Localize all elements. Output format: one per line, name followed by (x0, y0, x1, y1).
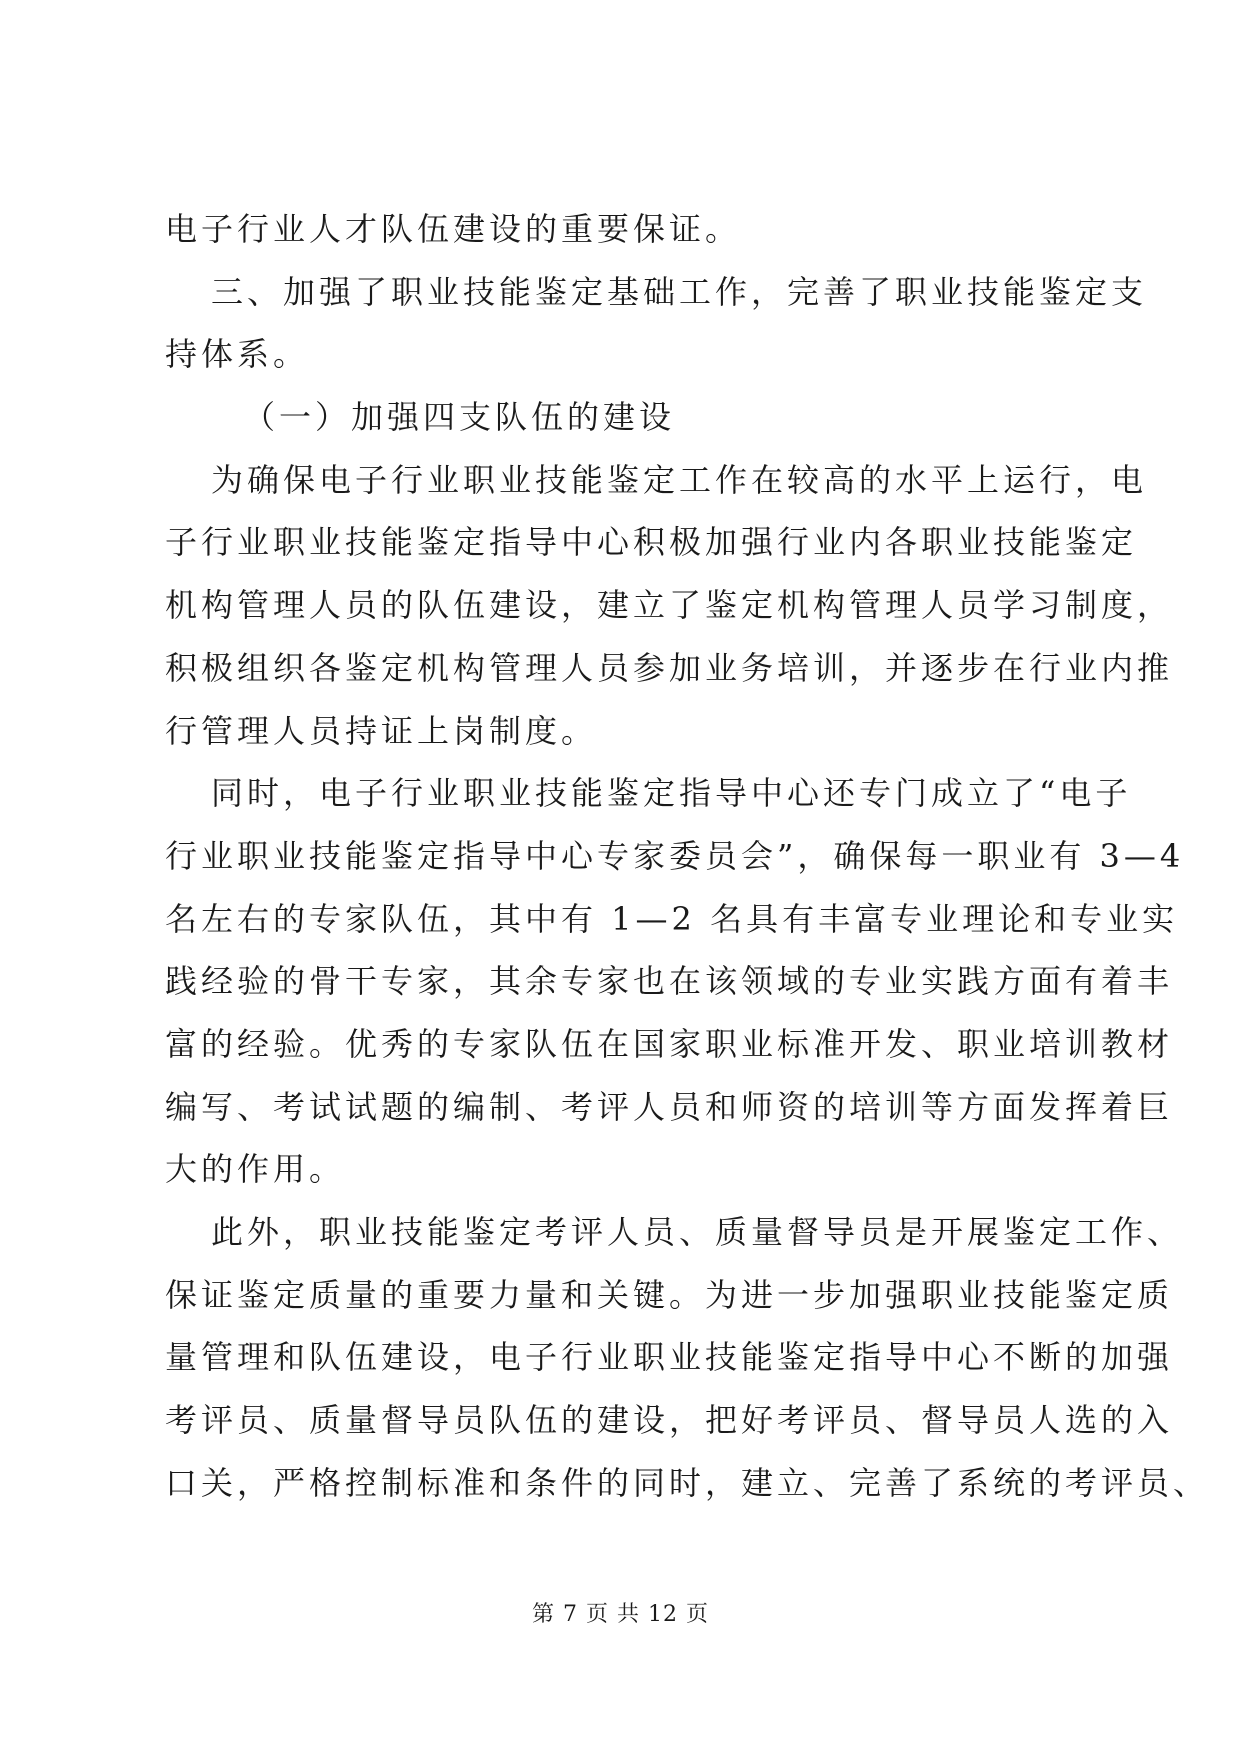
text-line: 践经验的骨干专家，其余专家也在该领域的专业实践方面有着丰 (165, 962, 1174, 1001)
text-line: 富的经验。优秀的专家队伍在国家职业标准开发、职业培训教材 (165, 1024, 1174, 1063)
text-line: 名左右的专家队伍，其中有 1—2 名具有丰富专业理论和专业实 (165, 899, 1179, 938)
text-line: 机构管理人员的队伍建设，建立了鉴定机构管理人员学习制度， (165, 586, 1174, 625)
subsection-heading: （一）加强四支队伍的建设 (243, 398, 676, 437)
text-line: 行业职业技能鉴定指导中心专家委员会”，确保每一职业有 3—4 (165, 836, 1185, 875)
text-line: 持体系。 (165, 335, 310, 374)
text-line: 编写、考试试题的编制、考评人员和师资的培训等方面发挥着巨 (165, 1087, 1174, 1126)
text-line: 考评员、质量督导员队伍的建设，把好考评员、督导员人选的入 (165, 1401, 1174, 1440)
paragraph-first-line: 同时，电子行业职业技能鉴定指导中心还专门成立了“电子 (211, 774, 1132, 813)
page-footer (0, 1597, 1241, 1628)
text-line: 电子行业人才队伍建设的重要保证。 (165, 210, 742, 248)
text-line: 量管理和队伍建设，电子行业职业技能鉴定指导中心不断的加强 (165, 1338, 1174, 1377)
text-line: 行管理人员持证上岗制度。 (165, 711, 598, 750)
section-heading: 三、加强了职业技能鉴定基础工作，完善了职业技能鉴定支 (211, 272, 1148, 311)
text-line: 子行业职业技能鉴定指导中心积极加强行业内各职业技能鉴定 (165, 523, 1138, 562)
paragraph-first-line: 为确保电子行业职业技能鉴定工作在较高的水平上运行，电 (211, 460, 1148, 499)
text-line: 口关，严格控制标准和条件的同时，建立、完善了系统的考评员、 (165, 1463, 1210, 1502)
text-line: 保证鉴定质量的重要力量和关键。为进一步加强职业技能鉴定质 (165, 1275, 1174, 1314)
paragraph-first-line: 此外，职业技能鉴定考评人员、质量督导员是开展鉴定工作、 (211, 1213, 1184, 1251)
page-number: 第 7 页 共 12 页 (532, 1602, 709, 1627)
text-line: 积极组织各鉴定机构管理人员参加业务培训，并逐步在行业内推 (165, 648, 1174, 687)
text-line: 大的作用。 (165, 1150, 346, 1189)
document-body (165, 198, 1210, 1514)
